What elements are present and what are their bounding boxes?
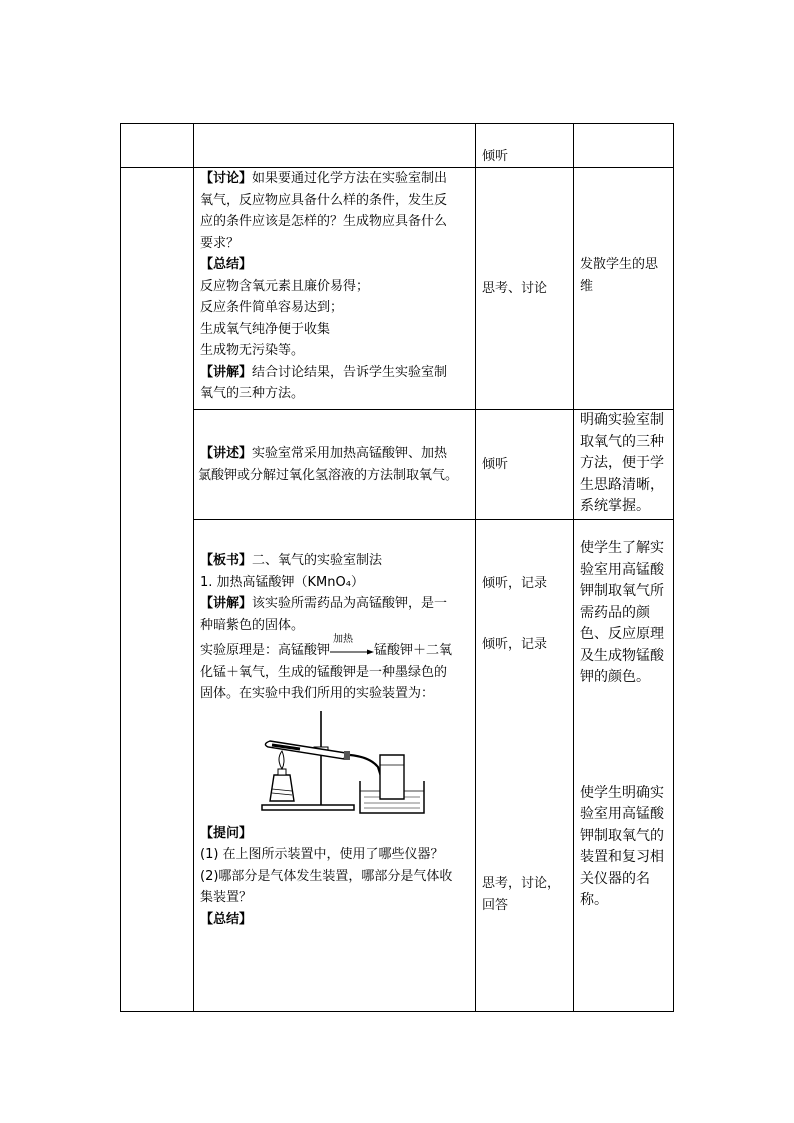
stage-cell [121,124,194,168]
design-intent-cell [574,410,674,520]
table-row [121,410,674,520]
student-activity-text: 思考，讨论，回答 [482,876,561,913]
reaction-equation: 实验原理是：高锰酸钾 加热 锰酸钾＋二氧 [200,633,453,658]
lesson-plan-table [120,123,674,1012]
text-line: 【讨论】如果要通过化学方法在实验室制出 [200,171,448,186]
table-row [121,168,674,410]
table-row [121,124,674,168]
student-activity-text: 倾听 [482,456,509,472]
text-line: 化锰＋氧气，生成的锰酸钾是一种墨绿色的 [200,664,448,680]
design-intent-text: 使学生明确实验室用高锰酸钾制取氧气的装置和复习相关仪器的名称。 [580,784,664,908]
text-line: 生成物无污染等。 [200,343,305,358]
student-activity-cell [476,168,574,410]
text-line: 【讲述】实验室常采用加热高锰酸钾、加热 [200,446,448,461]
design-intent-text: 发散学生的思维 [580,257,659,294]
student-activity-text: 倾听，记录 [482,576,548,591]
text-line: 【讲解】结合讨论结果，告诉学生实验室制 [200,364,448,380]
text-line: 生成氧气纯净便于收集 [200,321,331,337]
text-line: 种暗紫色的固体。 [200,617,305,633]
text-line: 【总结】 [200,911,253,927]
student-activity-cell [476,520,574,1012]
text-line: 【板书】二、氧气的实验室制法 [200,553,383,568]
student-activity-text: 倾听 [482,148,509,164]
teacher-activity-cell [194,520,476,1012]
text-line: (1) 在上图所示装置中，使用了哪些仪器？ [200,847,444,862]
design-intent-cell [574,168,674,410]
stage-cell [121,168,194,1012]
student-activity-cell [476,124,574,168]
text-line: 【提问】 [200,825,253,841]
design-intent-cell [574,124,674,168]
reaction-arrow: 加热 [330,644,374,658]
text-line: 1. 加热高锰酸钾（KMnO₄） [200,574,364,590]
text-line: 氯酸钾或分解过氧化氢溶液的方法制取氧气。 [198,467,459,483]
student-activity-text: 倾听，记录 [482,636,548,652]
design-intent-cell [574,520,674,1012]
text-line: (2)哪部分是气体发生装置，哪部分是气体收 [200,868,453,884]
table-row [121,520,674,1012]
text-line: 【讲解】该实验所需药品为高锰酸钾，是一 [200,596,448,611]
student-activity-cell [476,410,574,520]
teacher-activity-cell [194,124,476,168]
student-activity-text: 思考、讨论 [482,280,548,296]
teacher-activity-cell [194,168,476,410]
text-line: 反应物含氧元素且廉价易得； [200,278,370,294]
design-intent-text: 使学生了解实验室用高锰酸钾制取氧气所需药品的颜色、反应原理及生成物锰酸钾的颜色。 [580,540,664,685]
text-line: 要求？ [200,235,240,251]
oxygen-apparatus-diagram [260,709,425,815]
text-line: 氧气，反应物应具备什么样的条件，发生反 [200,192,448,208]
text-line: 固体。在实验中我们所用的实验装置为： [200,686,435,701]
text-line: 反应条件简单容易达到； [200,300,344,315]
text-line: 应的条件应该是怎样的？生成物应具备什么 [200,214,448,229]
text-line: 氧气的三种方法。 [200,386,305,401]
teacher-activity-cell [194,410,476,520]
text-line: 【总结】 [200,257,253,272]
design-intent-text: 明确实验室制取氧气的三种方法，便于学生思路清晰，系统掌握。 [580,412,664,514]
text-line: 集装置？ [200,890,253,905]
